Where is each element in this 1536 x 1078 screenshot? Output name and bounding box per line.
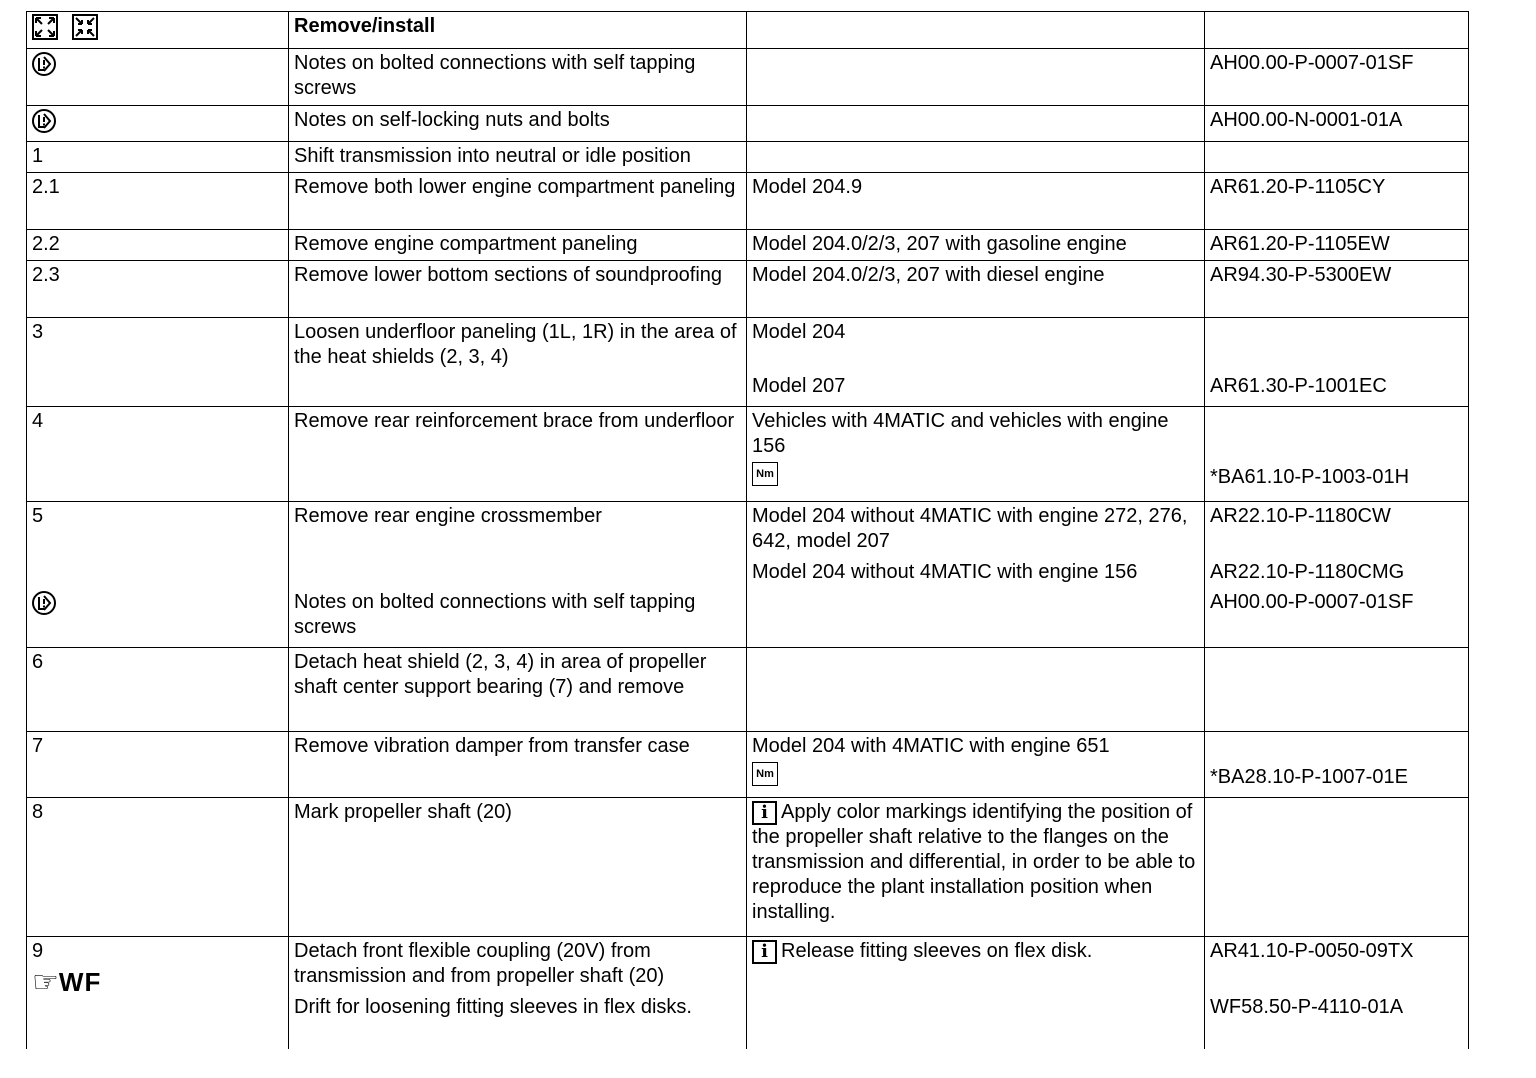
description-cell: Notes on self-locking nuts and bolts xyxy=(289,106,747,142)
description-cell xyxy=(289,937,747,1049)
description-line: Drift for loosening fitting sleeves in flex disks. xyxy=(294,996,692,1018)
reference-link[interactable]: AH00.00-P-0007-01SF xyxy=(1210,591,1414,613)
table-row xyxy=(27,732,1469,798)
header-title: Remove/install xyxy=(289,12,747,49)
description-cell: Remove both lower engine compartment paneling xyxy=(289,173,747,230)
table-row xyxy=(27,261,1469,318)
table-row xyxy=(27,230,1469,261)
condition-cell xyxy=(747,142,1205,173)
description-cell: Notes on bolted connections with self tapping screws xyxy=(289,49,747,106)
description-cell: Loosen underfloor paneling (1L, 1R) in the area of the heat shields (2, 3, 4) xyxy=(289,318,747,407)
reference-link[interactable]: *BA61.10-P-1003-01H xyxy=(1210,466,1410,488)
step-cell: 1 xyxy=(27,142,289,173)
reference-cell xyxy=(1205,648,1469,732)
table-row xyxy=(27,106,1469,142)
tool-label: WF xyxy=(58,967,102,998)
description-cell: Detach heat shield (2, 3, 4) in area of propeller shaft center support bearing (7) and remove xyxy=(289,648,747,732)
step-number: 9 xyxy=(32,940,44,962)
description-cell: Mark propeller shaft (20) xyxy=(289,798,747,937)
torque-nm-icon[interactable]: Nm xyxy=(752,462,778,486)
table-row xyxy=(27,937,1469,1049)
condition-line: Model 207 xyxy=(752,375,846,397)
table-row xyxy=(27,142,1469,173)
step-cell: 2.3 xyxy=(27,261,289,318)
reference-cell xyxy=(1205,407,1469,502)
step-number: 5 xyxy=(32,505,44,527)
step-cell: 4 xyxy=(27,407,289,502)
description-cell: Remove vibration damper from transfer case xyxy=(289,732,747,798)
note-exclamation-icon xyxy=(31,108,57,134)
condition-line: Model 204 without 4MATIC with engine 272, 276, 642, model 207 xyxy=(752,505,1188,552)
procedure-table xyxy=(26,11,1469,1049)
step-cell xyxy=(27,106,289,142)
info-text: Release fitting sleeves on flex disk. xyxy=(781,940,1093,962)
hand-pointer-icon: ☞ xyxy=(32,966,59,1000)
reference-cell xyxy=(1205,798,1469,937)
description-cell: Remove rear reinforcement brace from underfloor xyxy=(289,407,747,502)
reference-cell[interactable]: AR94.30-P-5300EW xyxy=(1205,261,1469,318)
condition-cell xyxy=(747,106,1205,142)
description-line: Notes on bolted connections with self tapping screws xyxy=(294,591,696,638)
condition-cell: Model 204.9 xyxy=(747,173,1205,230)
condition-cell xyxy=(747,798,1205,937)
condition-line: Vehicles with 4MATIC and vehicles with engine 156 xyxy=(752,410,1169,457)
description-cell: Remove lower bottom sections of soundproofing xyxy=(289,261,747,318)
torque-nm-icon[interactable]: Nm xyxy=(752,762,778,786)
reference-link[interactable]: AR22.10-P-1180CMG xyxy=(1210,561,1405,583)
table-row xyxy=(27,407,1469,502)
table-row xyxy=(27,798,1469,937)
step-cell: 8 xyxy=(27,798,289,937)
condition-cell: Model 204.0/2/3, 207 with gasoline engine xyxy=(747,230,1205,261)
step-cell: 6 xyxy=(27,648,289,732)
reference-cell[interactable]: AR61.20-P-1105EW xyxy=(1205,230,1469,261)
condition-cell xyxy=(747,648,1205,732)
reference-cell[interactable]: AH00.00-N-0001-01A xyxy=(1205,106,1469,142)
step-cell: 3 xyxy=(27,318,289,407)
condition-cell xyxy=(747,407,1205,502)
condition-line: Model 204 xyxy=(752,321,846,343)
condition-cell xyxy=(747,318,1205,407)
reference-cell xyxy=(1205,937,1469,1049)
condition-cell xyxy=(747,49,1205,106)
table-row xyxy=(27,502,1469,648)
condition-cell xyxy=(747,502,1205,648)
info-icon: i xyxy=(752,801,777,825)
expand-arrows-icon[interactable] xyxy=(32,14,58,40)
table-row xyxy=(27,318,1469,407)
reference-cell xyxy=(1205,732,1469,798)
step-cell: 2.2 xyxy=(27,230,289,261)
header-icons-cell xyxy=(27,12,289,49)
note-exclamation-icon xyxy=(31,590,57,616)
tool-marker xyxy=(32,966,288,1000)
step-cell: 2.1 xyxy=(27,173,289,230)
reference-cell[interactable]: AR61.20-P-1105CY xyxy=(1205,173,1469,230)
header-empty-cell xyxy=(1205,12,1469,49)
reference-cell xyxy=(1205,142,1469,173)
condition-cell xyxy=(747,732,1205,798)
condition-cell: Model 204.0/2/3, 207 with diesel engine xyxy=(747,261,1205,318)
table-row xyxy=(27,648,1469,732)
description-line: Remove rear engine crossmember xyxy=(294,505,602,527)
step-cell: 7 xyxy=(27,732,289,798)
note-exclamation-icon xyxy=(31,51,57,77)
table-row xyxy=(27,173,1469,230)
description-cell xyxy=(289,502,747,648)
table-header-row xyxy=(27,12,1469,49)
reference-cell xyxy=(1205,502,1469,648)
step-cell xyxy=(27,49,289,106)
table-row xyxy=(27,49,1469,106)
condition-cell xyxy=(747,937,1205,1049)
reference-cell[interactable]: AH00.00-P-0007-01SF xyxy=(1205,49,1469,106)
reference-link[interactable]: AR22.10-P-1180CW xyxy=(1210,505,1391,527)
description-cell: Remove engine compartment paneling xyxy=(289,230,747,261)
step-cell xyxy=(27,502,289,648)
description-line: Detach front flexible coupling (20V) from transmission and from propeller shaft (20) xyxy=(294,940,665,987)
info-icon: i xyxy=(752,940,777,964)
reference-link[interactable]: AR61.30-P-1001EC xyxy=(1210,375,1387,397)
condition-line: Model 204 without 4MATIC with engine 156 xyxy=(752,561,1138,583)
reference-cell xyxy=(1205,318,1469,407)
description-cell: Shift transmission into neutral or idle position xyxy=(289,142,747,173)
reference-link[interactable]: *BA28.10-P-1007-01E xyxy=(1210,766,1408,788)
step-cell xyxy=(27,937,289,1049)
info-text: Apply color markings identifying the position of the propeller shaft relative to the flanges on the transmission and differential, in order to be able to reproduce the plant installation position when installing. xyxy=(752,801,1196,923)
collapse-arrows-icon[interactable] xyxy=(72,14,98,40)
condition-line: Model 204 with 4MATIC with engine 651 xyxy=(752,735,1110,757)
header-empty-cell xyxy=(747,12,1205,49)
reference-link[interactable]: WF58.50-P-4110-01A xyxy=(1210,996,1404,1018)
reference-link[interactable]: AR41.10-P-0050-09TX xyxy=(1210,940,1414,962)
